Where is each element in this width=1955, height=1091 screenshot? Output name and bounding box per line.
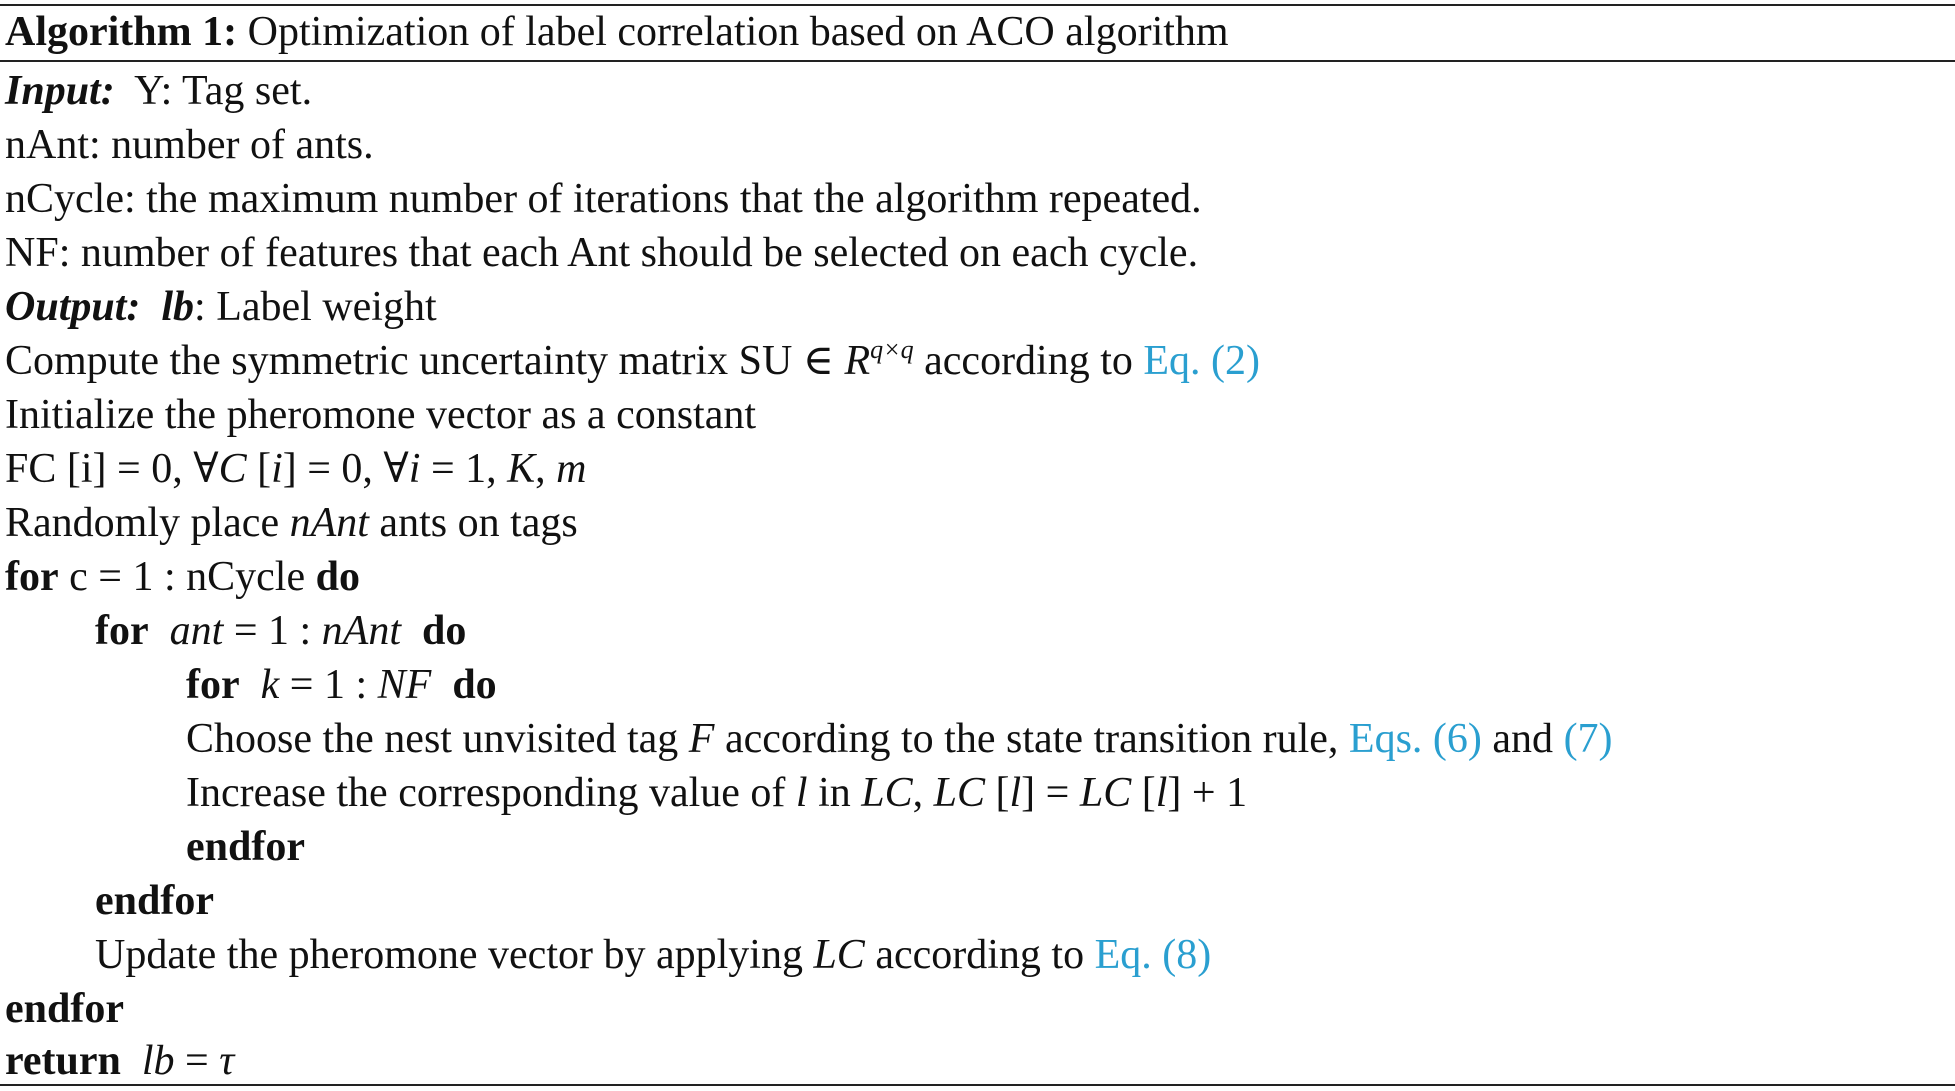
inc-part-d: LC [861,770,913,816]
update-part-c: according to [864,932,1095,978]
compute-after: according to [913,338,1144,384]
inc-part-a: Increase the corresponding value of [186,770,796,816]
fc-part-i: , [535,446,557,492]
inc-part-j: LC [1079,770,1132,816]
caption-rule [0,60,1955,62]
for-ant-var: ant [169,608,224,654]
return-var: lb [141,1038,175,1084]
for-k-line [186,660,497,710]
compute-line [5,336,1260,386]
input-line [5,66,312,116]
output-line [5,282,437,332]
for-ant-do: do [422,608,467,654]
for-cycle-line [5,552,360,602]
endfor-ant-keyword: endfor [95,878,214,924]
inc-part-k: [ [1131,770,1156,816]
fc-part-e: ] = 0, ∀ [282,446,409,492]
output-keyword: Output: [5,284,141,330]
ncycle-text: nCycle: the maximum number of iterations that the algorithm repeated. [5,176,1202,222]
ncycle-line [5,174,1202,224]
choose-and: and [1481,716,1564,762]
nant-line [5,120,374,170]
for-cycle-do: do [315,554,360,600]
inc-part-g: [ [985,770,1010,816]
choose-part-a: Choose the nest unvisited tag [186,716,689,762]
place-line [5,498,578,548]
fc-part-c: [ [246,446,272,492]
for-cycle-keyword: for [5,554,59,600]
inc-part-e: , [912,770,934,816]
for-ant-line [95,606,466,656]
for-ant-eq: = 1 : [223,608,322,654]
inc-part-f: LC [933,770,985,816]
endfor-cycle-keyword: endfor [5,986,124,1032]
fc-part-a: FC [i] = 0, ∀ [5,446,219,492]
choose-part-b: F [688,716,715,762]
eq7-link[interactable]: (7) [1563,716,1613,762]
inc-part-h: l [1009,770,1022,816]
place-part-a: Randomly place [5,500,290,546]
init-line [5,390,756,440]
inc-part-l: l [1155,770,1168,816]
for-ant-limit: nAnt [321,608,401,654]
fc-part-d: i [271,446,283,492]
algorithm-caption [5,6,1229,58]
for-k-var: k [260,662,280,708]
endfor-cycle-line [5,984,124,1034]
output-variable: lb [161,284,195,330]
place-part-c: ants on tags [368,500,578,546]
bottom-rule [0,1084,1955,1086]
caption-title: Optimization of label correlation based on ACO algorithm [247,9,1229,55]
endfor-k-keyword: endfor [186,824,305,870]
eq8-link[interactable]: Eq. (8) [1094,932,1212,978]
eqs6-link[interactable]: Eqs. (6) [1348,716,1482,762]
fc-line [5,444,587,494]
choose-line [186,714,1613,764]
init-text: Initialize the pheromone vector as a constant [5,392,757,438]
increase-line [186,768,1247,818]
caption-label: Algorithm 1: [5,9,238,55]
fc-part-b: C [218,446,247,492]
nf-text: NF: number of features that each Ant should be selected on each cycle. [5,230,1199,276]
compute-R: R [844,338,871,384]
endfor-k-line [186,822,305,872]
return-eq: = [174,1038,220,1084]
nf-line [5,228,1198,278]
update-line [95,930,1211,980]
compute-text: Compute the symmetric uncertainty matrix SU ∈ [5,338,845,384]
fc-part-g: = 1, [420,446,508,492]
inc-part-b: l [795,770,808,816]
output-text: : Label weight [194,284,437,330]
input-text: Y: Tag set. [134,68,313,114]
update-part-a: Update the pheromone vector by applying [95,932,814,978]
endfor-ant-line [95,876,214,926]
for-k-eq: = 1 : [279,662,378,708]
choose-part-c: according to the state transition rule, [714,716,1349,762]
place-part-b: nAnt [289,500,369,546]
inc-part-c: in [807,770,862,816]
inc-part-m: ] + 1 [1167,770,1248,816]
return-keyword: return [5,1038,121,1084]
fc-part-h: K [507,446,536,492]
return-tau: τ [219,1038,235,1084]
fc-part-f: i [408,446,421,492]
compute-superscript: q×q [870,335,914,364]
nant-text: nAnt: number of ants. [5,122,374,168]
for-k-limit: NF [377,662,432,708]
fc-part-j: m [556,446,587,492]
eq2-link[interactable]: Eq. (2) [1143,338,1261,384]
update-part-b: LC [813,932,865,978]
for-k-keyword: for [186,662,240,708]
input-keyword: Input: [5,68,115,114]
for-ant-keyword: for [95,608,149,654]
for-cycle-text: c = 1 : nCycle [58,554,316,600]
return-line [5,1036,234,1086]
inc-part-i: ] = [1021,770,1080,816]
for-k-do: do [452,662,497,708]
